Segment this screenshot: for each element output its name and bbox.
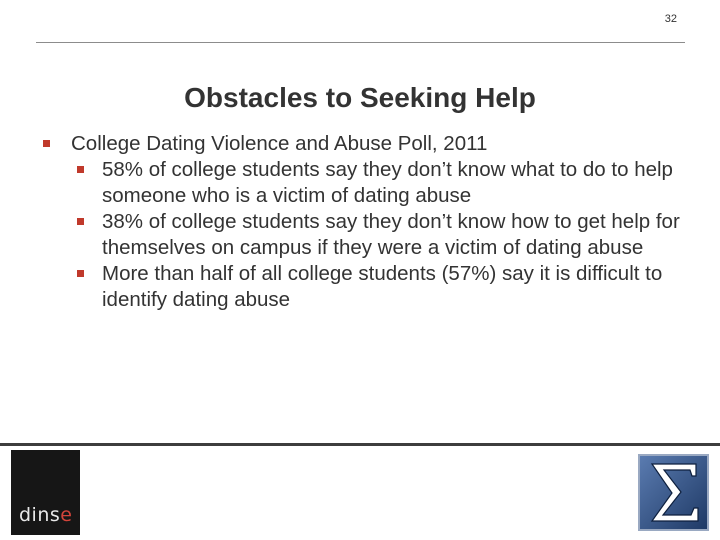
top-divider [36, 42, 685, 43]
bullet-marker [43, 140, 50, 147]
sub-bullet-text: 38% of college students say they don’t know how to get help for themselves on campus if they were a victim of dating abuse [102, 210, 680, 259]
slide-title: Obstacles to Seeking Help [184, 82, 536, 113]
bullet-marker [77, 166, 84, 173]
sub-bullet-2 [40, 209, 680, 261]
sub-bullet-text: More than half of all college students (57%) say it is difficult to identify dating abuse [102, 262, 663, 311]
sub-bullet-3 [40, 261, 680, 313]
bullet-marker [77, 270, 84, 277]
dinse-logo-text: dinse [19, 504, 73, 526]
bullet-main-text: College Dating Violence and Abuse Poll, 2011 [71, 132, 488, 155]
sub-bullet-1 [40, 157, 680, 209]
sub-bullet-text: 58% of college students say they don’t know what to do to help someone who is a victim of dating abuse [102, 158, 673, 207]
bottom-divider [0, 443, 720, 446]
bullet-main [40, 131, 680, 157]
sigma-logo-icon [638, 454, 709, 531]
dinse-logo-icon [11, 450, 80, 535]
page-number: 32 [664, 13, 677, 25]
bullet-marker [77, 218, 84, 225]
slide-content [40, 131, 680, 313]
